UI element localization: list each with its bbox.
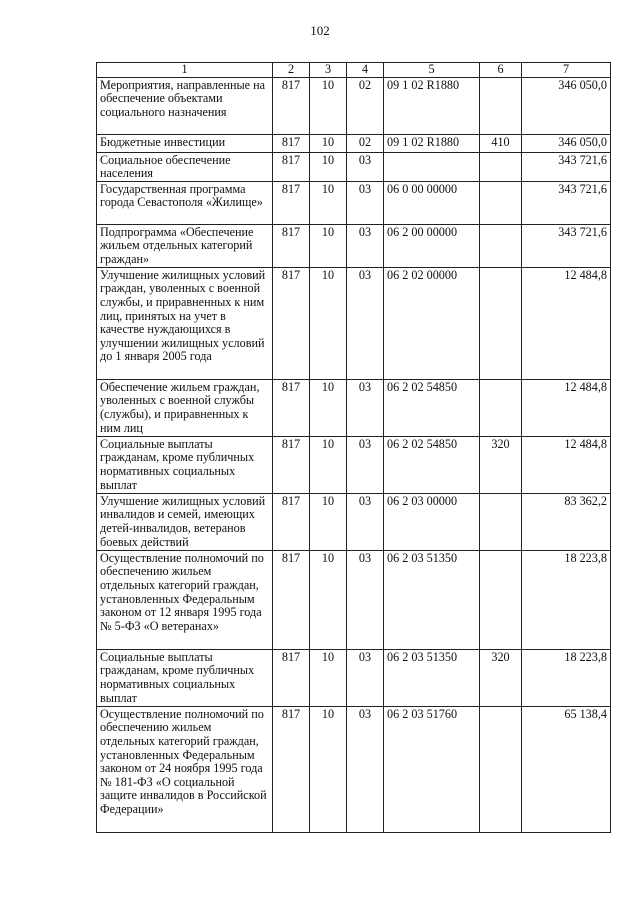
row-amount: 18 223,8 — [522, 649, 611, 706]
row-expense-type: 320 — [480, 649, 522, 706]
row-name: Социальные выплаты гражданам, кроме публичных нормативных социальных выплат — [97, 649, 273, 706]
row-expense-type — [480, 550, 522, 649]
row-target-article: 09 1 02 R1880 — [384, 134, 480, 152]
row-ministry-code: 817 — [273, 77, 310, 134]
row-amount: 12 484,8 — [522, 379, 611, 436]
table-row — [97, 706, 611, 832]
row-ministry-code: 817 — [273, 706, 310, 832]
row-name: Обеспечение жильем граждан, уволенных с военной службы (службы), и приравненных к ним лиц — [97, 379, 273, 436]
row-ministry-code: 817 — [273, 379, 310, 436]
row-amount: 12 484,8 — [522, 267, 611, 379]
row-subsection: 03 — [347, 706, 384, 832]
row-expense-type — [480, 224, 522, 267]
header-col-5: 5 — [384, 63, 480, 78]
row-amount: 343 721,6 — [522, 181, 611, 224]
row-subsection: 03 — [347, 181, 384, 224]
row-subsection: 03 — [347, 493, 384, 550]
row-name: Улучшение жилищных условий граждан, уволенных с военной службы, и приравненных к ним лиц, принятых на учет в качестве нуждающихся в улучшении жилищных условий до 1 января 2005 года — [97, 267, 273, 379]
row-expense-type — [480, 77, 522, 134]
row-ministry-code: 817 — [273, 134, 310, 152]
row-subsection: 03 — [347, 436, 384, 493]
row-ministry-code: 817 — [273, 267, 310, 379]
row-ministry-code: 817 — [273, 550, 310, 649]
row-expense-type — [480, 379, 522, 436]
table-row — [97, 267, 611, 379]
row-target-article: 06 2 02 54850 — [384, 436, 480, 493]
row-subsection: 03 — [347, 649, 384, 706]
row-section: 10 — [310, 493, 347, 550]
header-col-7: 7 — [522, 63, 611, 78]
row-expense-type: 320 — [480, 436, 522, 493]
row-section: 10 — [310, 77, 347, 134]
row-subsection: 03 — [347, 152, 384, 181]
row-name: Социальное обеспечение населения — [97, 152, 273, 181]
row-amount: 12 484,8 — [522, 436, 611, 493]
row-name: Мероприятия, направленные на обеспечение объектами социального назначения — [97, 77, 273, 134]
header-col-2: 2 — [273, 63, 310, 78]
row-ministry-code: 817 — [273, 436, 310, 493]
row-section: 10 — [310, 379, 347, 436]
row-ministry-code: 817 — [273, 181, 310, 224]
table-row — [97, 550, 611, 649]
table-row — [97, 152, 611, 181]
row-subsection: 03 — [347, 379, 384, 436]
row-ministry-code: 817 — [273, 152, 310, 181]
row-amount: 346 050,0 — [522, 77, 611, 134]
row-ministry-code: 817 — [273, 649, 310, 706]
row-amount: 343 721,6 — [522, 224, 611, 267]
row-section: 10 — [310, 152, 347, 181]
budget-table — [96, 62, 611, 833]
row-amount: 83 362,2 — [522, 493, 611, 550]
row-expense-type — [480, 493, 522, 550]
row-expense-type — [480, 267, 522, 379]
row-subsection: 03 — [347, 550, 384, 649]
row-target-article — [384, 152, 480, 181]
row-section: 10 — [310, 550, 347, 649]
table-row — [97, 649, 611, 706]
row-amount: 343 721,6 — [522, 152, 611, 181]
row-expense-type — [480, 706, 522, 832]
row-target-article: 06 2 02 54850 — [384, 379, 480, 436]
row-subsection: 02 — [347, 134, 384, 152]
row-target-article: 09 1 02 R1880 — [384, 77, 480, 134]
row-subsection: 03 — [347, 267, 384, 379]
table-row — [97, 379, 611, 436]
row-name: Осуществление полномочий по обеспечению жильем отдельных категорий граждан, установленных Федеральным законом от 12 января 1995 года № 5-ФЗ «О ветеранах» — [97, 550, 273, 649]
row-name: Социальные выплаты гражданам, кроме публичных нормативных социальных выплат — [97, 436, 273, 493]
row-section: 10 — [310, 649, 347, 706]
header-row — [97, 63, 611, 78]
row-amount: 18 223,8 — [522, 550, 611, 649]
row-target-article: 06 0 00 00000 — [384, 181, 480, 224]
table-row — [97, 181, 611, 224]
row-section: 10 — [310, 181, 347, 224]
row-name: Государственная программа города Севастополя «Жилище» — [97, 181, 273, 224]
page-number: 102 — [310, 23, 330, 38]
header-col-3: 3 — [310, 63, 347, 78]
row-name: Бюджетные инвестиции — [97, 134, 273, 152]
header-col-4: 4 — [347, 63, 384, 78]
row-name: Осуществление полномочий по обеспечению жильем отдельных категорий граждан, установленных Федеральным законом от 24 ноября 1995 года № 181-ФЗ «О социальной защите инвалидов в Российской Федерации» — [97, 706, 273, 832]
row-subsection: 02 — [347, 77, 384, 134]
row-expense-type — [480, 181, 522, 224]
row-section: 10 — [310, 436, 347, 493]
row-section: 10 — [310, 224, 347, 267]
row-section: 10 — [310, 706, 347, 832]
header-col-6: 6 — [480, 63, 522, 78]
table-row — [97, 493, 611, 550]
row-expense-type: 410 — [480, 134, 522, 152]
row-target-article: 06 2 02 00000 — [384, 267, 480, 379]
table-row — [97, 77, 611, 134]
table-row — [97, 134, 611, 152]
row-subsection: 03 — [347, 224, 384, 267]
table-row — [97, 224, 611, 267]
row-target-article: 06 2 00 00000 — [384, 224, 480, 267]
row-expense-type — [480, 152, 522, 181]
row-target-article: 06 2 03 51350 — [384, 649, 480, 706]
row-amount: 346 050,0 — [522, 134, 611, 152]
row-ministry-code: 817 — [273, 224, 310, 267]
table-row — [97, 436, 611, 493]
row-amount: 65 138,4 — [522, 706, 611, 832]
row-ministry-code: 817 — [273, 493, 310, 550]
row-target-article: 06 2 03 51760 — [384, 706, 480, 832]
row-section: 10 — [310, 134, 347, 152]
row-target-article: 06 2 03 00000 — [384, 493, 480, 550]
row-section: 10 — [310, 267, 347, 379]
row-name: Улучшение жилищных условий инвалидов и семей, имеющих детей-инвалидов, ветеранов боевых действий — [97, 493, 273, 550]
header-col-1: 1 — [97, 63, 273, 78]
row-name: Подпрограмма «Обеспечение жильем отдельных категорий граждан» — [97, 224, 273, 267]
row-target-article: 06 2 03 51350 — [384, 550, 480, 649]
